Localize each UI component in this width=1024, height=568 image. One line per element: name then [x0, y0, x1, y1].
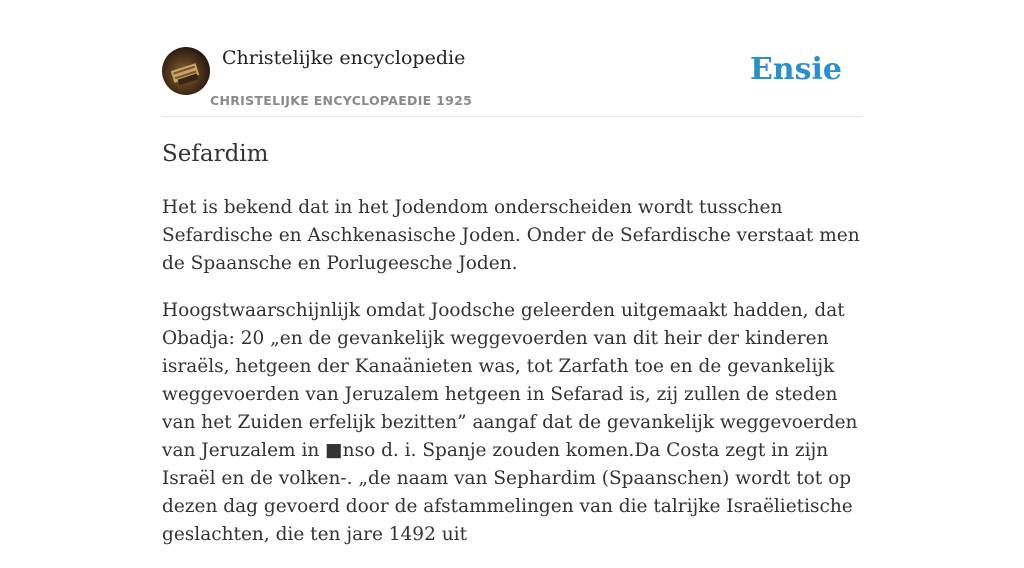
article-paragraph: Het is bekend dat in het Jodendom onderscheiden wordt tusschen Sefardische en Aschkenasische Joden. Onder de Sefardische verstaat men de Spaansche en Porlugeesche Joden.: [162, 197, 860, 274]
site-title[interactable]: Christelijke encyclopedie: [222, 47, 466, 69]
article: [162, 138, 862, 568]
site-subtitle: CHRISTELIJKE ENCYCLOPAEDIE 1925: [210, 93, 473, 108]
site-header: [162, 46, 862, 117]
brand-logo-link[interactable]: Ensie: [749, 52, 842, 87]
book-photo-icon[interactable]: [162, 47, 210, 95]
article-paragraph: Hoogstwaarschijnlijk omdat Joodsche geleerden uitgemaakt hadden, dat Obadja: 20 „en de gevankelijk weggevoerden van dit heir der kinderen israëls, hetgeen der Kanaänieten was, tot Zarfath toe en de gevankelijk weggevoerden van Jeruzalem hetgeen in Sefarad is, zij zullen de steden van het Zuiden erfelijk bezitten” aangaf dat de gevankelijk weggevoerden van Jeruzalem in ■nso d. i. Spanje zouden komen.Da Costa zegt in zijn Israël en de volken-. „de naam van Sephardim (Spaanschen) wordt tot op dezen dag gevoerd door de afstammelingen van die talrijke Israëlietische geslachten, die ten jare 1492 uit: [162, 300, 858, 545]
article-title: Sefardim: [162, 141, 269, 167]
